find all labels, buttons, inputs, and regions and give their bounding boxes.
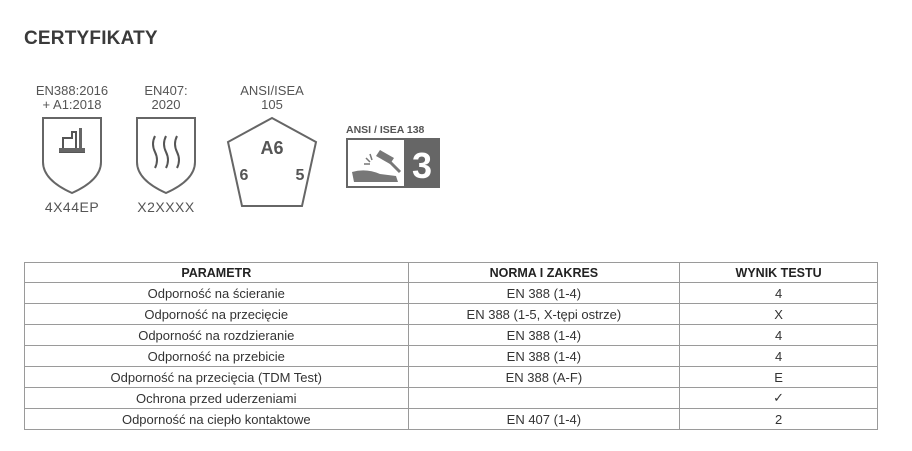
cell-wynik: 4 <box>680 346 878 367</box>
heat-shield-icon <box>133 116 199 196</box>
cell-parametr: Odporność na przecięcie <box>25 304 409 325</box>
table-row <box>25 325 878 346</box>
cell-parametr: Odporność na przebicie <box>25 346 409 367</box>
cert-en388-standard: EN388:2016 <box>35 83 109 98</box>
cert-ansi105 <box>224 84 320 214</box>
cert-ansi105-standard: ANSI/ISEA <box>240 83 304 98</box>
cell-wynik: ✓ <box>680 388 878 409</box>
impact-protection-icon <box>346 138 440 188</box>
cert-ansi105-number: 105 <box>261 97 283 112</box>
cert-en388-code: 4X44EP <box>44 199 100 215</box>
cell-norma <box>408 388 680 409</box>
cell-wynik: E <box>680 367 878 388</box>
header-parametr: PARAMETR <box>25 263 409 283</box>
cell-wynik: 4 <box>680 283 878 304</box>
cell-norma: EN 388 (1-4) <box>408 346 680 367</box>
cell-parametr: Ochrona przed uderzeniami <box>25 388 409 409</box>
cell-parametr: Odporność na rozdzieranie <box>25 325 409 346</box>
parameters-table <box>24 262 878 430</box>
table-row <box>25 346 878 367</box>
cell-wynik: 2 <box>680 409 878 430</box>
cert-en407-code: X2XXXX <box>137 199 195 215</box>
table-row <box>25 304 878 325</box>
cert-ansi138-label: ANSI / ISEA 138 <box>346 124 425 136</box>
cert-ansi138-level: 3 <box>411 145 433 186</box>
page-title: CERTYFIKATY <box>24 28 158 49</box>
cell-parametr: Odporność na przecięcia (TDM Test) <box>25 367 409 388</box>
cert-ansi105-level: A6 <box>260 138 284 158</box>
cell-wynik: 4 <box>680 325 878 346</box>
cert-ansi105-left: 6 <box>239 167 249 184</box>
cell-norma: EN 388 (1-4) <box>408 283 680 304</box>
cell-parametr: Odporność na ścieranie <box>25 283 409 304</box>
cell-wynik: X <box>680 304 878 325</box>
cut-level-pentagon-icon <box>224 114 320 214</box>
cert-en407 <box>122 84 210 215</box>
table-row <box>25 409 878 430</box>
cert-en388 <box>26 84 118 215</box>
cert-en407-year: 2020 <box>151 97 181 112</box>
cell-norma: EN 388 (1-5, X-tępi ostrze) <box>408 304 680 325</box>
cell-norma: EN 388 (A-F) <box>408 367 680 388</box>
cell-norma: EN 388 (1-4) <box>408 325 680 346</box>
cell-parametr: Odporność na ciepło kontaktowe <box>25 409 409 430</box>
header-wynik: WYNIK TESTU <box>680 263 878 283</box>
header-norma: NORMA I ZAKRES <box>408 263 680 283</box>
cert-en388-amendment: + A1:2018 <box>42 97 102 112</box>
cell-norma: EN 407 (1-4) <box>408 409 680 430</box>
table-row <box>25 388 878 409</box>
cert-en407-standard: EN407: <box>144 83 188 98</box>
table-row <box>25 367 878 388</box>
table-row <box>25 283 878 304</box>
mechanical-risk-shield-icon <box>39 116 105 196</box>
cert-ansi105-right: 5 <box>295 167 305 184</box>
cert-ansi138 <box>346 124 444 188</box>
table-header-row <box>25 263 878 283</box>
